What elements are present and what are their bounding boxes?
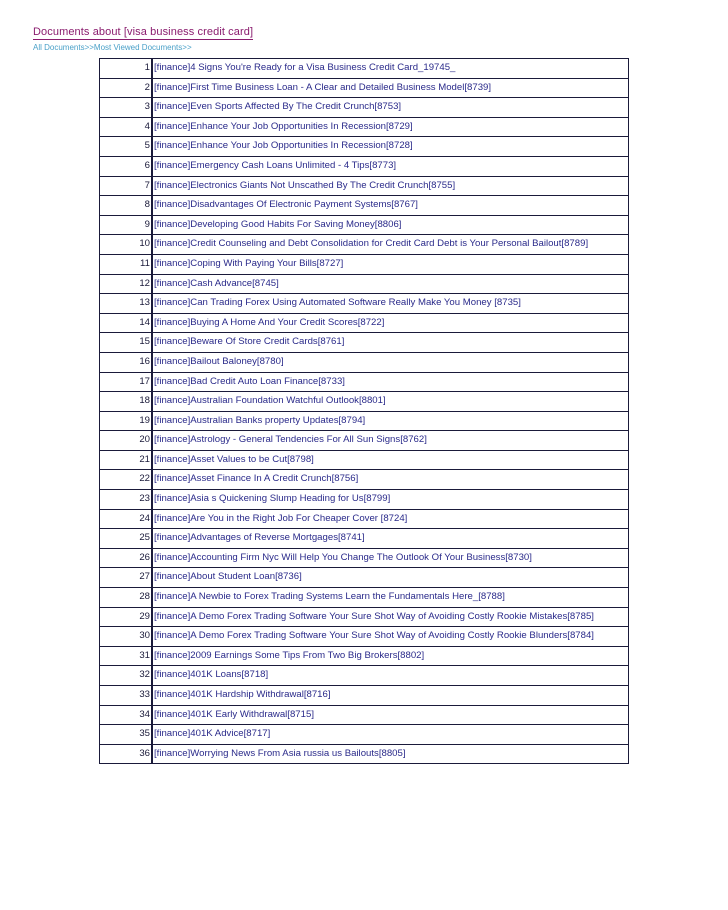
- row-number: 24: [100, 510, 152, 530]
- row-number: 30: [100, 627, 152, 647]
- document-title-cell: [152, 275, 628, 295]
- document-title-cell: [152, 549, 628, 569]
- document-link[interactable]: [finance]Australian Banks property Updates[8794]: [154, 414, 366, 426]
- row-number: 20: [100, 431, 152, 451]
- document-title-cell: [152, 137, 628, 157]
- table-row: [100, 490, 628, 510]
- row-number: 1: [100, 59, 152, 79]
- document-title-cell: [152, 235, 628, 255]
- table-row: [100, 745, 628, 764]
- row-number: 8: [100, 196, 152, 216]
- row-number: 14: [100, 314, 152, 334]
- row-number: 13: [100, 294, 152, 314]
- table-row: [100, 627, 628, 647]
- document-title-cell: [152, 568, 628, 588]
- document-link[interactable]: [finance]Bailout Baloney[8780]: [154, 355, 284, 367]
- document-link[interactable]: [finance]Buying A Home And Your Credit Scores[8722]: [154, 316, 385, 328]
- document-link[interactable]: [finance]Developing Good Habits For Saving Money[8806]: [154, 218, 402, 230]
- document-link[interactable]: [finance]Coping With Paying Your Bills[8727]: [154, 257, 344, 269]
- row-number: 28: [100, 588, 152, 608]
- table-row: [100, 137, 628, 157]
- document-link[interactable]: [finance]401K Early Withdrawal[8715]: [154, 708, 314, 720]
- document-title-cell: [152, 451, 628, 471]
- document-link[interactable]: [finance]Asia s Quickening Slump Heading for Us[8799]: [154, 493, 391, 505]
- document-title-cell: [152, 333, 628, 353]
- document-link[interactable]: [finance]A Demo Forex Trading Software Your Sure Shot Way of Avoiding Costly Rookie Mistakes[8785]: [154, 610, 594, 622]
- breadcrumb: [33, 43, 693, 52]
- document-link[interactable]: [finance]Cash Advance[8745]: [154, 277, 279, 289]
- document-title-cell: [152, 294, 628, 314]
- row-number: 23: [100, 490, 152, 510]
- document-title-cell: [152, 216, 628, 236]
- document-title-cell: [152, 431, 628, 451]
- document-link[interactable]: [finance]About Student Loan[8736]: [154, 571, 302, 583]
- row-number: 12: [100, 275, 152, 295]
- table-row: [100, 98, 628, 118]
- row-number: 29: [100, 608, 152, 628]
- table-row: [100, 706, 628, 726]
- table-row: [100, 59, 628, 79]
- row-number: 6: [100, 157, 152, 177]
- table-row: [100, 196, 628, 216]
- document-link[interactable]: [finance]A Newbie to Forex Trading Systems Learn the Fundamentals Here_[8788]: [154, 591, 505, 603]
- table-row: [100, 549, 628, 569]
- row-number: 32: [100, 666, 152, 686]
- document-title-cell: [152, 666, 628, 686]
- row-number: 31: [100, 647, 152, 667]
- table-row: [100, 333, 628, 353]
- table-row: [100, 412, 628, 432]
- document-title-cell: [152, 608, 628, 628]
- document-title-cell: [152, 412, 628, 432]
- document-title-cell: [152, 196, 628, 216]
- row-number: 34: [100, 706, 152, 726]
- document-link[interactable]: [finance]Enhance Your Job Opportunities In Recession[8729]: [154, 120, 413, 132]
- document-link[interactable]: [finance]Worrying News From Asia russia us Bailouts[8805]: [154, 747, 406, 759]
- document-link[interactable]: [finance]2009 Earnings Some Tips From Two Big Brokers[8802]: [154, 649, 425, 661]
- row-number: 16: [100, 353, 152, 373]
- document-title-cell: [152, 79, 628, 99]
- document-link[interactable]: [finance]Asset Values to be Cut[8798]: [154, 453, 314, 465]
- row-number: 36: [100, 745, 152, 764]
- document-link[interactable]: [finance]Enhance Your Job Opportunities In Recession[8728]: [154, 140, 413, 152]
- document-title-cell: [152, 627, 628, 647]
- documents-table-body: [100, 59, 628, 763]
- document-link[interactable]: [finance]Can Trading Forex Using Automated Software Really Make You Money [8735]: [154, 297, 521, 309]
- document-link[interactable]: [finance]Even Sports Affected By The Credit Crunch[8753]: [154, 101, 402, 113]
- table-row: [100, 79, 628, 99]
- document-link[interactable]: [finance]Asset Finance In A Credit Crunch[8756]: [154, 473, 359, 485]
- row-number: 4: [100, 118, 152, 138]
- document-title-cell: [152, 314, 628, 334]
- table-row: [100, 177, 628, 197]
- row-number: 11: [100, 255, 152, 275]
- row-number: 2: [100, 79, 152, 99]
- row-number: 35: [100, 725, 152, 745]
- document-title-cell: [152, 725, 628, 745]
- row-number: 22: [100, 470, 152, 490]
- documents-table: [99, 58, 629, 764]
- breadcrumb-separator: >>: [84, 43, 94, 52]
- document-link[interactable]: [finance]401K Advice[8717]: [154, 728, 271, 740]
- document-title-cell: [152, 255, 628, 275]
- table-row: [100, 666, 628, 686]
- page-header: [33, 22, 693, 52]
- table-row: [100, 647, 628, 667]
- table-row: [100, 373, 628, 393]
- table-row: [100, 725, 628, 745]
- document-link[interactable]: [finance]Beware Of Store Credit Cards[8761]: [154, 336, 345, 348]
- table-row: [100, 510, 628, 530]
- document-link[interactable]: [finance]Bad Credit Auto Loan Finance[8733]: [154, 375, 345, 387]
- document-title-cell: [152, 59, 628, 79]
- table-row: [100, 686, 628, 706]
- document-link[interactable]: [finance]Accounting Firm Nyc Will Help You Change The Outlook Of Your Business[8730]: [154, 551, 532, 563]
- document-link[interactable]: [finance]4 Signs You're Ready for a Visa Business Credit Card_19745_: [154, 62, 456, 73]
- row-number: 27: [100, 568, 152, 588]
- table-row: [100, 255, 628, 275]
- document-link[interactable]: [finance]First Time Business Loan - A Clear and Detailed Business Model[8739]: [154, 81, 492, 93]
- table-row: [100, 470, 628, 490]
- row-number: 33: [100, 686, 152, 706]
- document-link[interactable]: [finance]Australian Foundation Watchful Outlook[8801]: [154, 395, 386, 407]
- table-row: [100, 568, 628, 588]
- document-link[interactable]: [finance]Emergency Cash Loans Unlimited - 4 Tips[8773]: [154, 159, 397, 171]
- document-link[interactable]: [finance]Electronics Giants Not Unscathed By The Credit Crunch[8755]: [154, 179, 456, 191]
- document-link[interactable]: [finance]A Demo Forex Trading Software Your Sure Shot Way of Avoiding Costly Rookie Blunders[8784]: [154, 630, 594, 642]
- table-row: [100, 353, 628, 373]
- document-link[interactable]: [finance]401K Loans[8718]: [154, 669, 269, 681]
- document-link[interactable]: [finance]Are You in the Right Job For Cheaper Cover [8724]: [154, 512, 408, 524]
- document-title-cell: [152, 118, 628, 138]
- table-row: [100, 431, 628, 451]
- document-title-cell: [152, 647, 628, 667]
- document-title-cell: [152, 745, 628, 764]
- document-link[interactable]: [finance]Advantages of Reverse Mortgages[8741]: [154, 532, 365, 544]
- breadcrumb-all-documents-link[interactable]: All Documents: [33, 43, 85, 52]
- breadcrumb-most-viewed-link[interactable]: Most Viewed Documents: [93, 43, 183, 52]
- document-title-cell: [152, 490, 628, 510]
- document-title-cell: [152, 392, 628, 412]
- document-link[interactable]: [finance]401K Hardship Withdrawal[8716]: [154, 689, 331, 700]
- document-title-cell: [152, 686, 628, 706]
- table-row: [100, 157, 628, 177]
- table-row: [100, 235, 628, 255]
- document-title-cell: [152, 588, 628, 608]
- document-link[interactable]: [finance]Astrology - General Tendencies For All Sun Signs[8762]: [154, 434, 427, 446]
- row-number: 15: [100, 333, 152, 353]
- document-title-cell: [152, 373, 628, 393]
- row-number: 17: [100, 373, 152, 393]
- table-row: [100, 392, 628, 412]
- table-row: [100, 118, 628, 138]
- page-title: Documents about [visa business credit card]: [33, 26, 254, 38]
- document-title-cell: [152, 98, 628, 118]
- row-number: 26: [100, 549, 152, 569]
- table-row: [100, 314, 628, 334]
- document-title-cell: [152, 510, 628, 530]
- document-title-cell: [152, 529, 628, 549]
- document-title-cell: [152, 157, 628, 177]
- row-number: 18: [100, 392, 152, 412]
- document-link[interactable]: [finance]Disadvantages Of Electronic Payment Systems[8767]: [154, 199, 418, 211]
- breadcrumb-trailing-separator: >>: [182, 43, 192, 52]
- document-title-cell: [152, 353, 628, 373]
- table-row: [100, 294, 628, 314]
- table-row: [100, 529, 628, 549]
- row-number: 9: [100, 216, 152, 236]
- row-number: 5: [100, 137, 152, 157]
- row-number: 19: [100, 412, 152, 432]
- document-title-cell: [152, 470, 628, 490]
- table-row: [100, 451, 628, 471]
- row-number: 7: [100, 177, 152, 197]
- document-title-cell: [152, 177, 628, 197]
- row-number: 25: [100, 529, 152, 549]
- row-number: 3: [100, 98, 152, 118]
- table-row: [100, 588, 628, 608]
- table-row: [100, 216, 628, 236]
- row-number: 10: [100, 235, 152, 255]
- row-number: 21: [100, 451, 152, 471]
- document-title-cell: [152, 706, 628, 726]
- document-link[interactable]: [finance]Credit Counseling and Debt Consolidation for Credit Card Debt is Your Personal Bailout[8789]: [154, 238, 589, 250]
- table-row: [100, 608, 628, 628]
- table-row: [100, 275, 628, 295]
